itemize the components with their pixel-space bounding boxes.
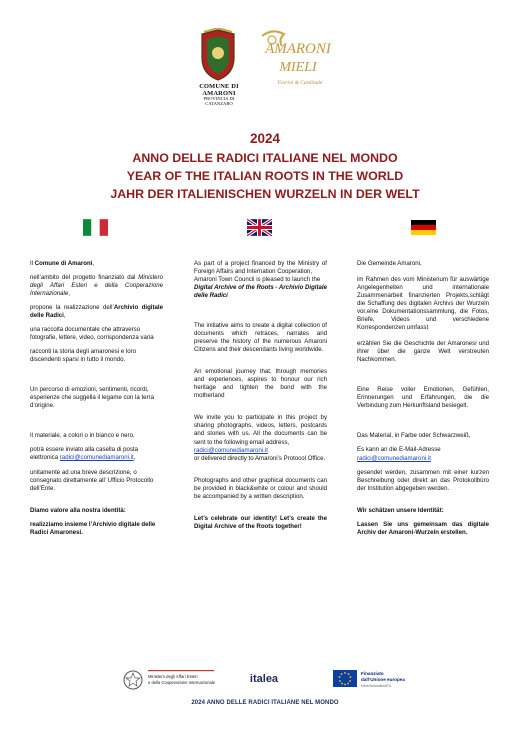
de-paragraph-3: erzählen Sie die Geschichte der Amaronesi und ihrer über die ganze Welt verstreuten Nachkommen. xyxy=(357,340,489,364)
en-paragraph-3: Digital Archive of the Roots - Archivio Digitale delle Radici xyxy=(194,284,327,300)
it-paragraph-4: una raccolta documentale che attraverso fotografie, lettere, video, corrispondenza varia xyxy=(30,326,154,342)
italea-text: italea xyxy=(249,673,279,685)
municipal-name xyxy=(188,84,250,107)
title-english: YEAR OF THE ITALIAN ROOTS IN THE WORLD xyxy=(126,169,404,183)
english-column xyxy=(194,260,327,531)
eu-line-3: NextGenerationEU xyxy=(361,684,392,688)
de-paragraph-9: Lassen Sie uns gemeinsam das digitale Archiv der Amaroni-Wurzeln erstellen. xyxy=(357,520,489,536)
en-paragraph-6: We invite you to participate in this project by sharing photographs, videos, letters, postcards and stories with us. All the documents can be sent to the following email address, xyxy=(194,414,327,446)
municipal-crest-icon xyxy=(196,28,240,82)
en-email-link[interactable]: radici@comunediamaroni.it xyxy=(194,446,268,454)
it-p8-pre: potrà essere inviato alla casella di posta elettronica xyxy=(30,446,139,462)
de-paragraph-6: Es kann an die E-Mail-Adresse xyxy=(357,446,441,454)
it-paragraph-1 xyxy=(30,260,163,268)
it-paragraph-2 xyxy=(30,274,163,298)
ministry-line-1: Ministero degli Affari Esteri xyxy=(148,674,198,679)
en-paragraph-7: or delivered directly to Amaroni’s Protocol Office. xyxy=(194,454,326,462)
it-p2-post: , xyxy=(68,290,70,298)
it-p2-pre: nell’ambito del progetto finanziato dal xyxy=(30,274,139,282)
italea-logo xyxy=(245,669,283,687)
brand-line-3: Fiorini & Cardinale xyxy=(277,80,323,86)
it-paragraph-10: Diamo valore alla nostra identità: xyxy=(30,506,126,514)
title-year: 2024 xyxy=(249,131,281,146)
amaroni-mieli-logo xyxy=(252,26,342,92)
en-paragraph-4: The initiative aims to create a digital collection of documents which retraces, narrates and preserve the history of the numerous Amaroni Citizens and their descendants living worldwide. xyxy=(194,322,327,354)
de-paragraph-1: Die Gemeinde Amaroni, xyxy=(357,260,422,267)
it-p8-post: , xyxy=(133,454,136,462)
crest-line-4: CATANZARO xyxy=(205,101,233,107)
eu-line-2: dall’Unione europea xyxy=(361,677,405,682)
it-paragraph-7: Il materiale, a colori o in bianco e nero, xyxy=(30,432,135,440)
it-p1-post: , xyxy=(92,260,95,267)
eu-line-1: Finanziato xyxy=(361,671,384,676)
de-paragraph-4: Eine Reise voller Emotionen, Gefühlen, Erinnerungen und Erfahrungen, die die Verbindung zum Herkunftsland besiegelt. xyxy=(357,386,489,410)
flag-germany-icon xyxy=(411,219,436,236)
it-p3-pre: propone la realizzazione dell’ xyxy=(30,304,114,312)
de-paragraph-2: im Rahmen des vom Ministerium für auswärtige Angelegenheiten und internationale Zusammenarbeit finanzierten Projekts,schlägt die Schaffung des digitalen Archivs der Wurzeln vor,eine Dokumentationssammlung, die Fotos, Briefe, Videos und verschiedene Korrespondenzen umfasst xyxy=(357,276,489,332)
german-column xyxy=(357,260,489,537)
brand-line-1: AMARONI xyxy=(265,41,331,57)
title-italian: ANNO DELLE RADICI ITALIANE NEL MONDO xyxy=(132,151,398,165)
de-paragraph-7: gesendet werden, zusammen mit einer kurzen Beschreibung oder direkt an das Protokollbüro der Institution abgegeben werden. xyxy=(357,468,489,492)
en-paragraph-8: Photographs and other graphical documents can be provided in black&white or colour and should be accompanied by a written description. xyxy=(194,476,327,500)
it-paragraph-5: racconti la storia degli amaronesi e loro discendenti sparsi in tutto il mondo. xyxy=(30,348,137,364)
it-paragraph-6: Un percorso di emozioni, sentimenti, ricordi, esperienze che suggella il legame con la terra d’origine. xyxy=(30,386,154,410)
it-paragraph-9: unitamente ad una breve descrizione, o consegnato direttamente all’ Ufficio Protocollo dell’Ente. xyxy=(30,468,154,492)
crest-line-1: COMUNE DI xyxy=(199,83,239,90)
it-p3-bold: Archivio digitale delle Radici xyxy=(30,304,163,320)
it-p1-bold: Comune di Amaroni xyxy=(34,260,93,267)
ministry-logo xyxy=(122,667,222,693)
en-paragraph-1: As part of a project financed by the Ministry of Foreign Affairs and Internation Cooperation, xyxy=(194,260,327,276)
en-paragraph-2: Amaroni Town Council is pleased to launch the xyxy=(194,276,321,284)
crest-line-2: AMARONI xyxy=(202,89,236,97)
brand-line-2: MIELI xyxy=(279,60,317,75)
eu-funding-logo xyxy=(333,667,433,693)
crest-line-3: PROVINCIA DI xyxy=(203,96,235,102)
it-p2-italic: Ministero degli Affari Esteri e della Cooperazione Internazionale xyxy=(30,274,163,298)
de-paragraph-8: Wir schätzen unsere Identität: xyxy=(357,506,444,514)
it-p1-pre: Il xyxy=(30,260,35,267)
it-p3-post: , xyxy=(63,312,66,320)
title-german: JAHR DER ITALIENISCHEN WURZELN IN DER WELT xyxy=(110,187,420,201)
flag-italy-icon xyxy=(83,219,108,236)
de-paragraph-5: Das Material, in Farbe oder Schwarzweiß, xyxy=(357,432,471,440)
it-email-link[interactable]: radici@comunediamaroni.it xyxy=(59,454,134,462)
de-email-link[interactable]: radici@comunediamaroni.it xyxy=(357,454,431,462)
it-paragraph-11: realizziamo insieme l’Archivio digitale delle Radici Amaronesi. xyxy=(30,520,156,536)
en-paragraph-9: Let’s celebrate our identity! Let’s create the Digital Archive of the Roots together! xyxy=(194,514,327,530)
en-paragraph-5: An emotional journey that, through memories and experiences, aspires to honour our rich heritage and tighten the bond with the motherland xyxy=(194,368,327,400)
it-paragraph-3 xyxy=(30,304,163,320)
it-paragraph-8 xyxy=(30,446,163,462)
ministry-line-2: e della Cooperazione Internazionale xyxy=(148,680,216,685)
flag-uk-icon xyxy=(247,219,272,236)
footer-title: 2024 ANNO DELLE RADICI ITALIANE NEL MONDO xyxy=(191,700,339,706)
italian-column xyxy=(30,260,163,537)
